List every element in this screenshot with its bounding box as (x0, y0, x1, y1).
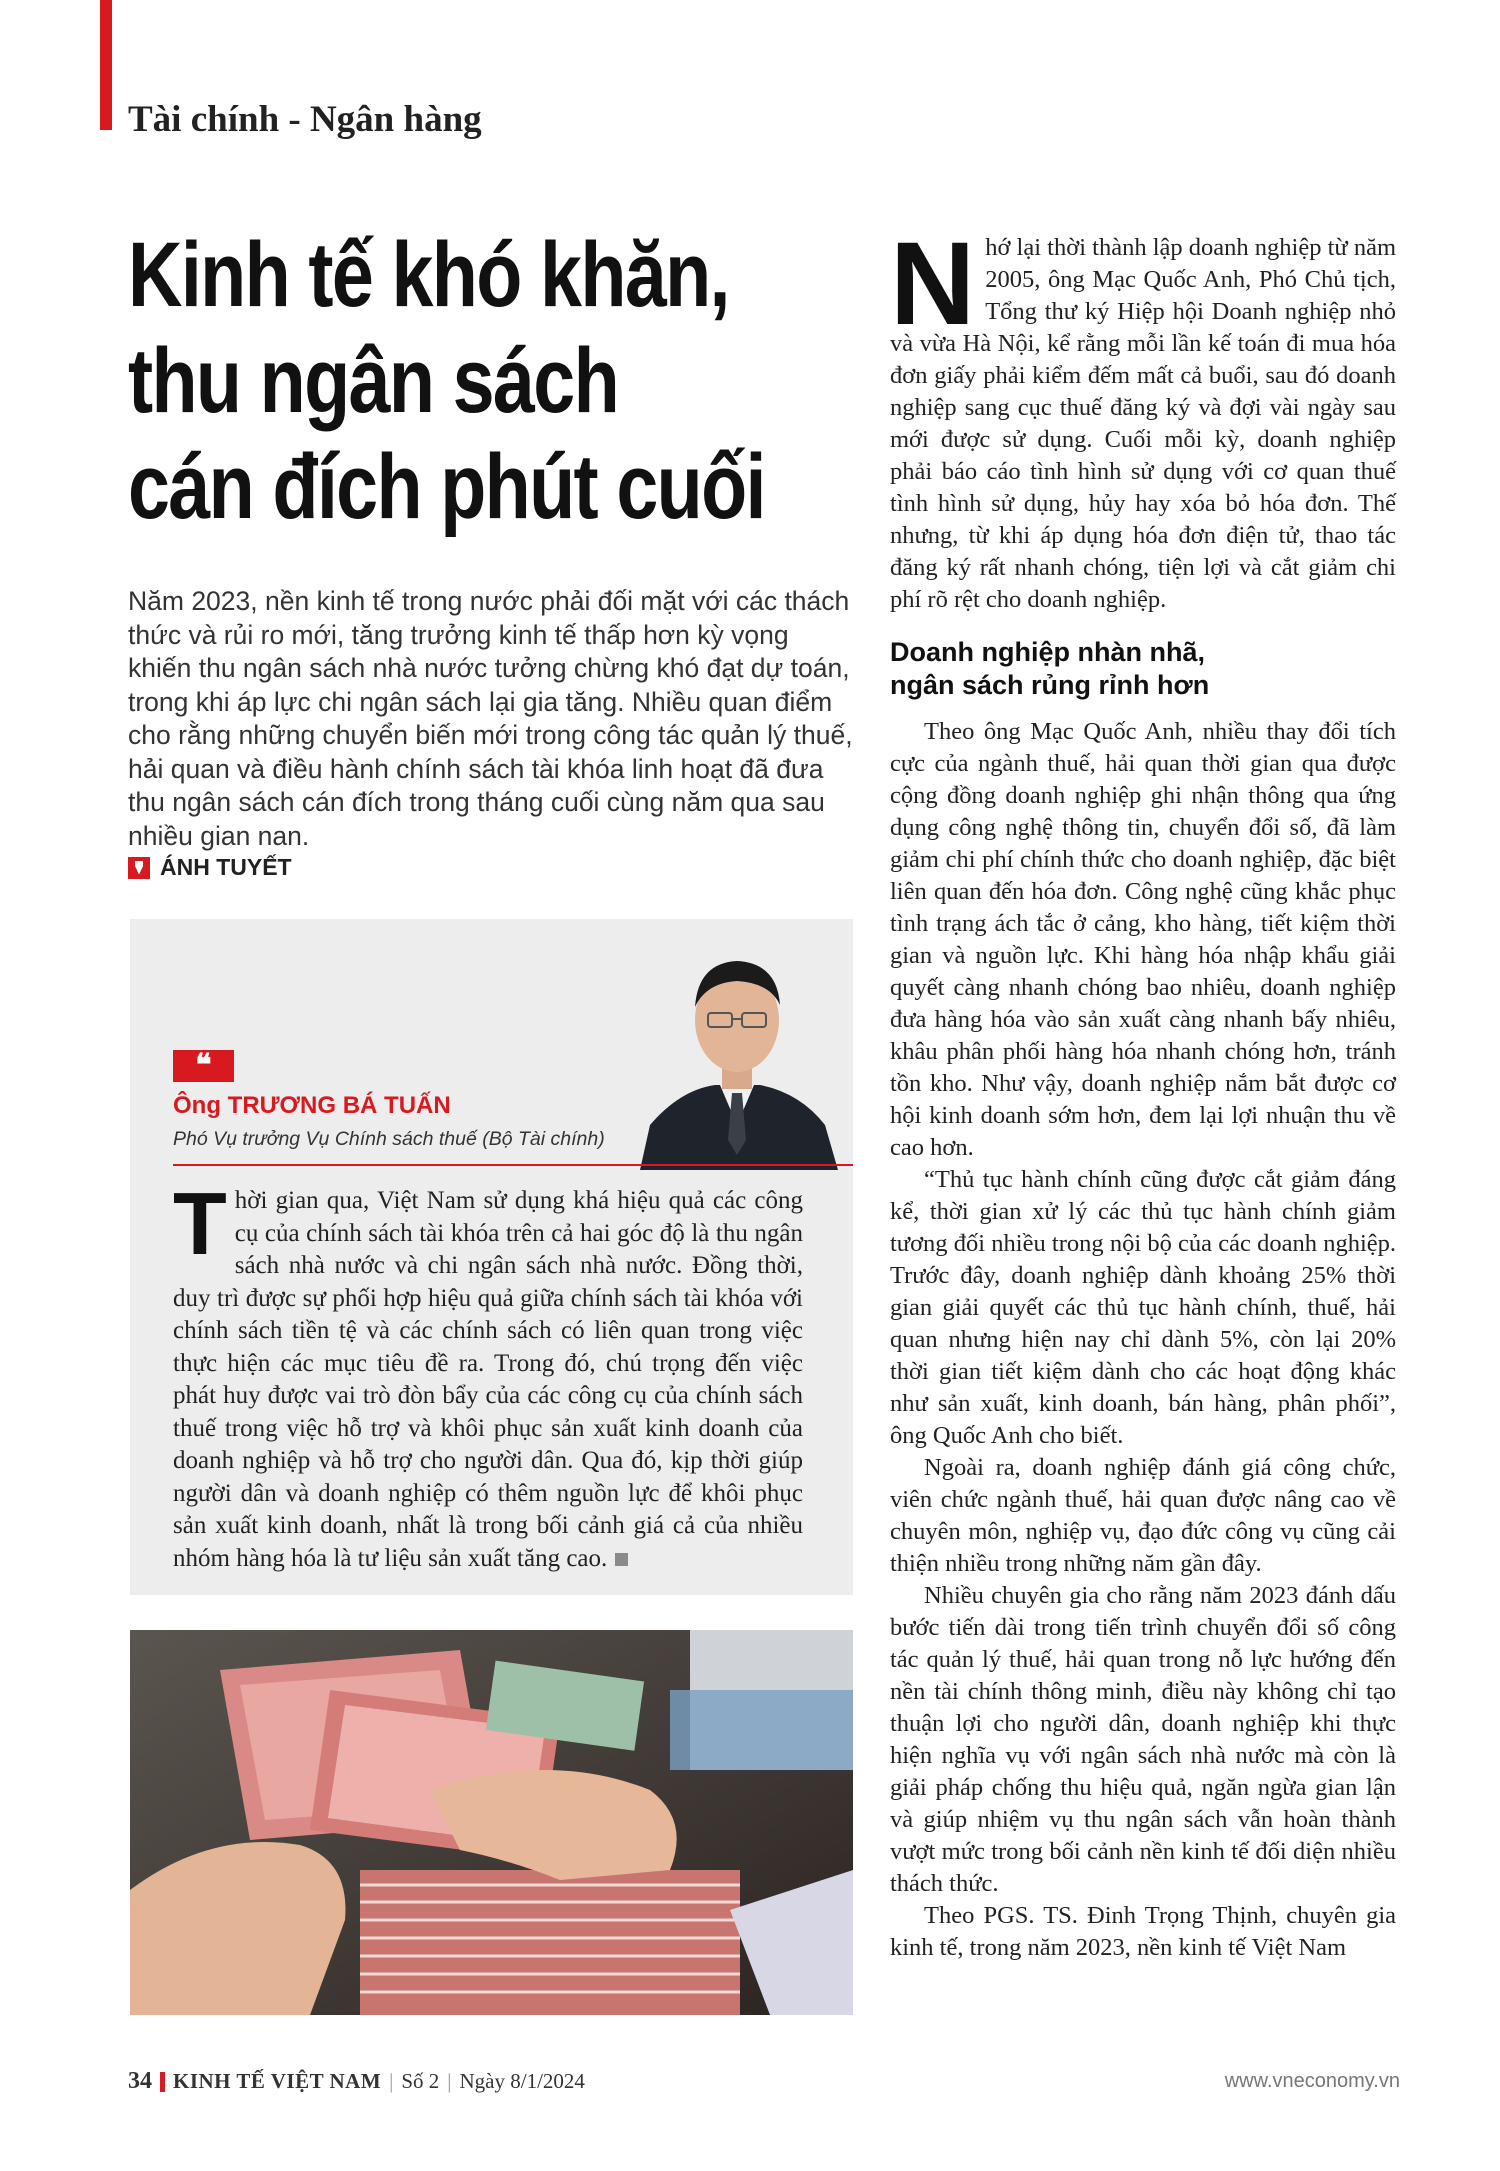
page-footer (128, 2068, 1400, 2095)
body-paragraph: Theo PGS. TS. Đinh Trọng Thịnh, chuyên gia kinh tế, trong năm 2023, nền kinh tế Việt Nam (890, 1902, 1396, 1961)
lead-paragraph: Năm 2023, nền kinh tế trong nước phải đối mặt với các thách thức và rủi ro mới, tăng trưởng kinh tế thấp hơn kỳ vọng khiến thu ngân sách nhà nước tưởng chừng khó đạt dự toán, trong khi áp lực chi ngân sách lại gia tăng. Nhiều quan điểm cho rằng những chuyển biến mới trong công tác quản lý thuế, hải quan và điều hành chính sách tài khóa linh hoạt đã đưa thu ngân sách cán đích trong tháng cuối cùng năm qua sau nhiều gian nan. (128, 586, 853, 851)
body-paragraph: Nhiều chuyên gia cho rằng năm 2023 đánh dấu bước tiến dài trong tiến trình chuyển đổi số công tác quản lý thuế, hải quan trong nỗ lực hướng đến nền tài chính thông minh, điều này không chỉ tạo thuận lợi cho người dân, doanh nghiệp khi thực hiện nghĩa vụ với ngân sách nhà nước mà còn là giải pháp chống thu hiệu quả, ngăn ngừa gian lận và giúp nhiệm vụ thu ngân sách vẫn hoàn thành vượt mức trong bối cảnh nền kinh tế đối diện nhiều thách thức. (890, 1582, 1396, 1897)
magazine-name: KINH TẾ VIỆT NAM (173, 2069, 382, 2093)
subheading (890, 636, 1396, 702)
pen-icon (128, 857, 150, 879)
issue-number: Số 2 (401, 2069, 440, 2093)
expert-name: Ông TRƯƠNG BÁ TUẤN (173, 1092, 451, 1119)
body-paragraph: Theo ông Mạc Quốc Anh, nhiều thay đổi tích cực của ngành thuế, hải quan thời gian qua được cộng đồng doanh nghiệp ghi nhận thông qua ứng dụng công nghệ thông tin, chuyển đổi số, đã làm giảm chi phí chính thức cho doanh nghiệp, đặc biệt liên quan đến hóa đơn. Công nghệ cũng khắc phục tình trạng ách tắc ở cảng, kho hàng, tiết kiệm thời gian và nguồn lực. Khi hàng hóa nhập khẩu giải quyết càng nhanh chóng bao nhiêu, doanh nghiệp đưa hàng hóa vào sản xuất càng nhanh bấy nhiêu, khâu phân phối hàng hóa nhanh chóng hơn, tránh tồn kho. Như vậy, doanh nghiệp nắm bắt được cơ hội kinh doanh sớm hơn, đem lại lợi nhuận thu về cao hơn. (890, 718, 1396, 1161)
website-link[interactable]: www.vneconomy.vn (1224, 2070, 1400, 2092)
footer-separator: | (447, 2069, 452, 2093)
headline (128, 222, 765, 540)
byline (128, 854, 292, 881)
author-name: ÁNH TUYẾT (160, 854, 292, 880)
magazine-mark-icon (160, 2072, 165, 2092)
body-paragraph: “Thủ tục hành chính cũng được cắt giảm đáng kể, thời gian xử lý các thủ tục hành chính giảm tương đối nhiều trong nội bộ của các doanh nghiệp. Trước đây, doanh nghiệp dành khoảng 25% thời gian giải quyết các thủ tục hành chính, thuế, hải quan nhưng hiện nay chỉ dành 5%, còn lại 20% thời gian tiết kiệm dành cho các hoạt động khác như sản xuất, kinh doanh, bán hàng, phân phối”, ông Quốc Anh cho biết. (890, 1166, 1396, 1449)
expert-title: Phó Vụ trưởng Vụ Chính sách thuế (Bộ Tài chính) (173, 1128, 605, 1150)
page-number: 34 (128, 2068, 152, 2094)
quote-body: hời gian qua, Việt Nam sử dụng khá hiệu quả các công cụ của chính sách tài khóa trên cả hai góc độ là thu ngân sách nhà nước và chi ngân sách nhà nước. Đồng thời, duy trì được sự phối hợp hiệu quả giữa chính sách tài khóa với chính sách tiền tệ và các chính sách có liên quan trong việc thực hiện các mục tiêu đề ra. Trong đó, chú trọng đến việc phát huy được vai trò đòn bẩy của các công cụ của chính sách thuế trong việc hỗ trợ và khôi phục sản xuất kinh doanh của doanh nghiệp và hỗ trợ cho người dân. Qua đó, kịp thời giúp người dân và doanh nghiệp có thêm nguồn lực để khôi phục sản xuất kinh doanh, nhất là trong bối cảnh giá cả của nhiều nhóm hàng hóa là tư liệu sản xuất tăng cao. (173, 1187, 803, 1572)
expert-portrait (620, 925, 853, 1170)
intro-paragraph (890, 218, 1396, 616)
banknotes-photo (130, 1630, 853, 2015)
intro-dropcap: N (890, 218, 976, 350)
quote-divider (173, 1164, 853, 1166)
quote-dropcap: T (173, 1174, 227, 1273)
subheading-line-2: ngân sách rủng rỉnh hơn (890, 670, 1210, 700)
end-mark-icon (615, 1553, 628, 1566)
headline-line-2: thu ngân sách (128, 330, 619, 432)
article-body (890, 218, 1396, 1964)
footer-info (128, 2068, 585, 2095)
section-accent-bar (100, 0, 112, 130)
headline-line-3: cán đích phút cuối (128, 436, 765, 538)
quote-icon: ❝ (173, 1050, 234, 1082)
quote-text (173, 1174, 803, 1575)
section-label: Tài chính - Ngân hàng (128, 99, 482, 140)
headline-line-1: Kinh tế khó khăn, (128, 224, 729, 326)
intro-text: hớ lại thời thành lập doanh nghiệp từ năm 2005, ông Mạc Quốc Anh, Phó Chủ tịch, Tổng thư ký Hiệp hội Doanh nghiệp nhỏ và vừa Hà Nội, kể rằng mỗi lần kế toán đi mua hóa đơn giấy phải kiểm đếm mất cả buổi, sau đó doanh nghiệp sang cục thuế đăng ký và đợi vài ngày sau mới được sử dụng. Cuối mỗi kỳ, doanh nghiệp phải báo cáo tình hình sử dụng với cơ quan thuế tình hình sử dụng, hủy hay xóa bỏ hóa đơn. Thế nhưng, từ khi áp dụng hóa đơn điện tử, thao tác đăng ký rất nhanh chóng, tiện lợi và cắt giảm chi phí rõ rệt cho doanh nghiệp. (890, 234, 1396, 613)
issue-date: Ngày 8/1/2024 (459, 2069, 585, 2093)
subheading-line-1: Doanh nghiệp nhàn nhã, (890, 637, 1205, 667)
footer-separator: | (389, 2069, 394, 2093)
body-paragraph: Ngoài ra, doanh nghiệp đánh giá công chức, viên chức ngành thuế, hải quan được nâng cao về chuyên môn, nghiệp vụ, đạo đức công vụ cũng cải thiện nhiều trong những năm gần đây. (890, 1454, 1396, 1577)
